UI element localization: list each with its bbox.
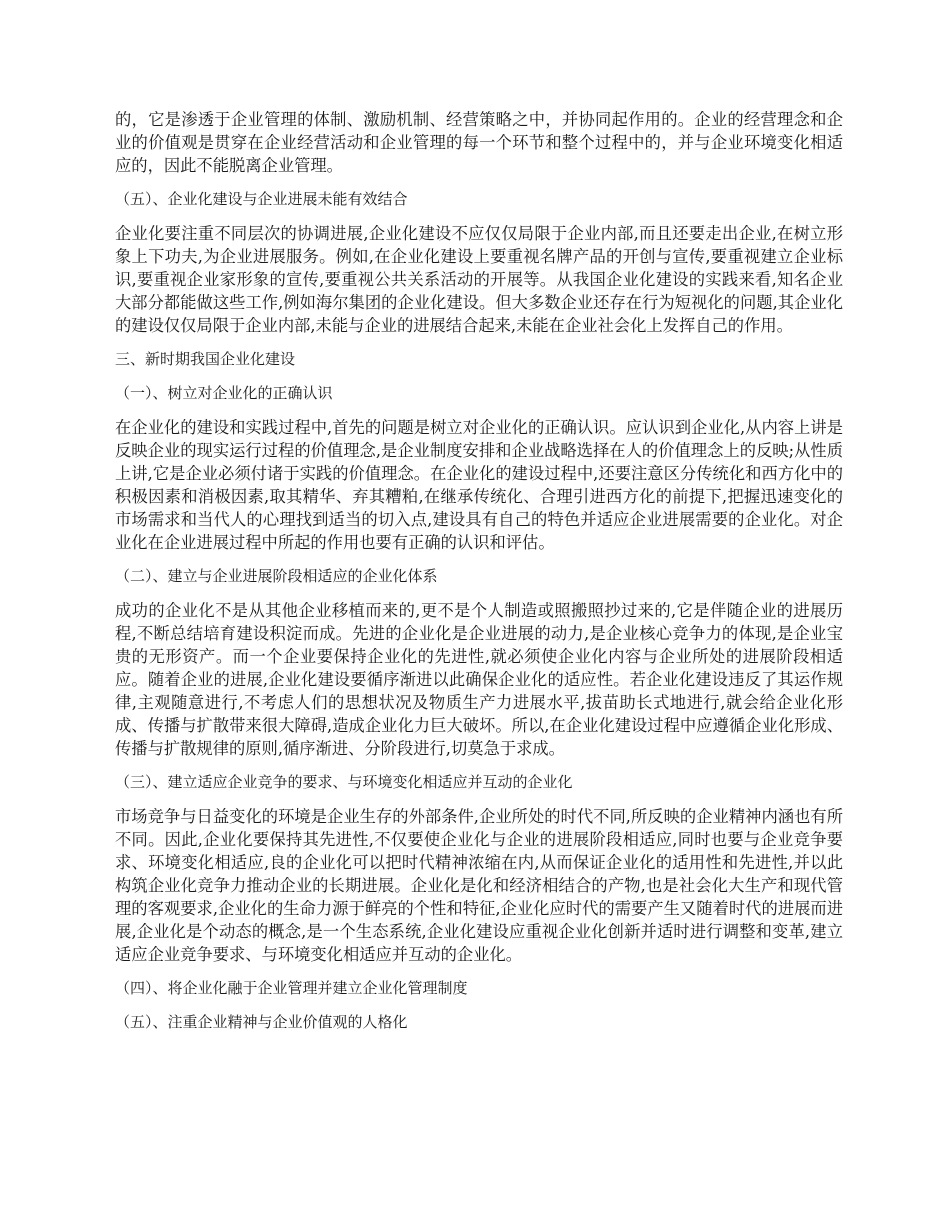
document-page <box>115 108 843 1045</box>
paragraph-subsection-3: 市场竞争与日益变化的环境是企业生存的外部条件,企业所处的时代不同,所反映的企业精神内涵也有所不同。因此,企业化要保持其先进性,不仅要使企业化与企业的进展阶段相适应,同时也要与企业竞争要求、环境变化相适应,良的企业化可以把时代精神浓缩在内,从而保证企业化的适用性和先进性,并以此构筑企业化竞争力推动企业的长期进展。企业化是化和经济相结合的产物,也是社会化大生产和现代管理的客观要求,企业化的生命力源于鲜亮的个性和特征,企业化应时代的需要产生又随着时代的进展而进展,企业化是个动态的概念,是一个生态系统,企业化建设应重视企业化创新并适时进行调整和变革,建立适应企业竞争要求、与环境变化相适应并互动的企业化。 <box>115 807 843 964</box>
heading-subsection-1: （一）、树立对企业化的正确认识 <box>115 384 333 402</box>
paragraph-subsection-1: 在企业化的建设和实践过程中,首先的问题是树立对企业化的正确认识。应认识到企业化,从内容上讲是反映企业的现实运行过程的价值理念,是企业制度安排和企业战略选择在人的价值理念上的反映;从性质上讲,它是企业必须付诸于实践的价值理念。在企业化的建设过程中,还要注意区分传统化和西方化中的积极因素和消极因素,取其精华、弃其糟粕,在继承传统化、合理引进西方化的前提下,把握迅速变化的市场需求和当代人的心理找到适当的切入点,建设具有自己的特色并适应企业进展需要的企业化。对企业化在企业进展过程中所起的作用也要有正确的认识和评估。 <box>115 418 843 552</box>
heading-subsection-2: （二）、建立与企业进展阶段相适应的企业化体系 <box>115 567 438 585</box>
heading-part-3: 三、新时期我国企业化建设 <box>115 350 296 368</box>
heading-subsection-5: （五）、注重企业精神与企业价值观的人格化 <box>115 1013 408 1031</box>
heading-section-5: （五）、企业化建设与企业进展未能有效结合 <box>115 190 408 208</box>
heading-subsection-4: （四）、将企业化融于企业管理并建立企业化管理制度 <box>115 979 468 997</box>
paragraph-intro: 的，它是渗透于企业管理的体制、激励机制、经营策略之中，并协同起作用的。企业的经营理念和企业的价值观是贯穿在企业经营活动和企业管理的每一个环节和整个过程中的，并与企业环境变化相适应的，因此不能脱离企业管理。 <box>115 110 843 175</box>
paragraph-subsection-2: 成功的企业化不是从其他企业移植而来的,更不是个人制造或照搬照抄过来的,它是伴随企业的进展历程,不断总结培育建设积淀而成。先进的企业化是企业进展的动力,是企业核心竞争力的体现,是企业宝贵的无形资产。而一个企业要保持企业化的先进性,就必须使企业化内容与企业所处的进展阶段相适应。随着企业的进展,企业化建设要循序渐进以此确保企业化的适应性。若企业化建设违反了其运作规律,主观随意进行,不考虑人们的思想状况及物质生产力进展水平,拔苗助长式地进行,就会给企业化形成、传播与扩散带来很大障碍,造成企业化力巨大破坏。所以,在企业化建设过程中应遵循企业化形成、传播与扩散规律的原则,循序渐进、分阶段进行,切莫急于求成。 <box>115 601 843 758</box>
paragraph-section-5: 企业化要注重不同层次的协调进展,企业化建设不应仅仅局限于企业内部,而且还要走出企业,在树立形象上下功夫,为企业进展服务。例如,在企业化建设上要重视名牌产品的开创与宣传,要重视建立企业标识,要重视企业家形象的宣传,要重视公共关系活动的开展等。从我国企业化建设的实践来看,知名企业大部分都能做这些工作,例如海尔集团的企业化建设。但大多数企业还存在行为短视化的问题,其企业化的建设仅仅局限于企业内部,未能与企业的进展结合起来,未能在企业社会化上发挥自己的作用。 <box>115 224 843 335</box>
heading-subsection-3: （三）、建立适应企业竞争的要求、与环境变化相适应并互动的企业化 <box>115 773 573 791</box>
